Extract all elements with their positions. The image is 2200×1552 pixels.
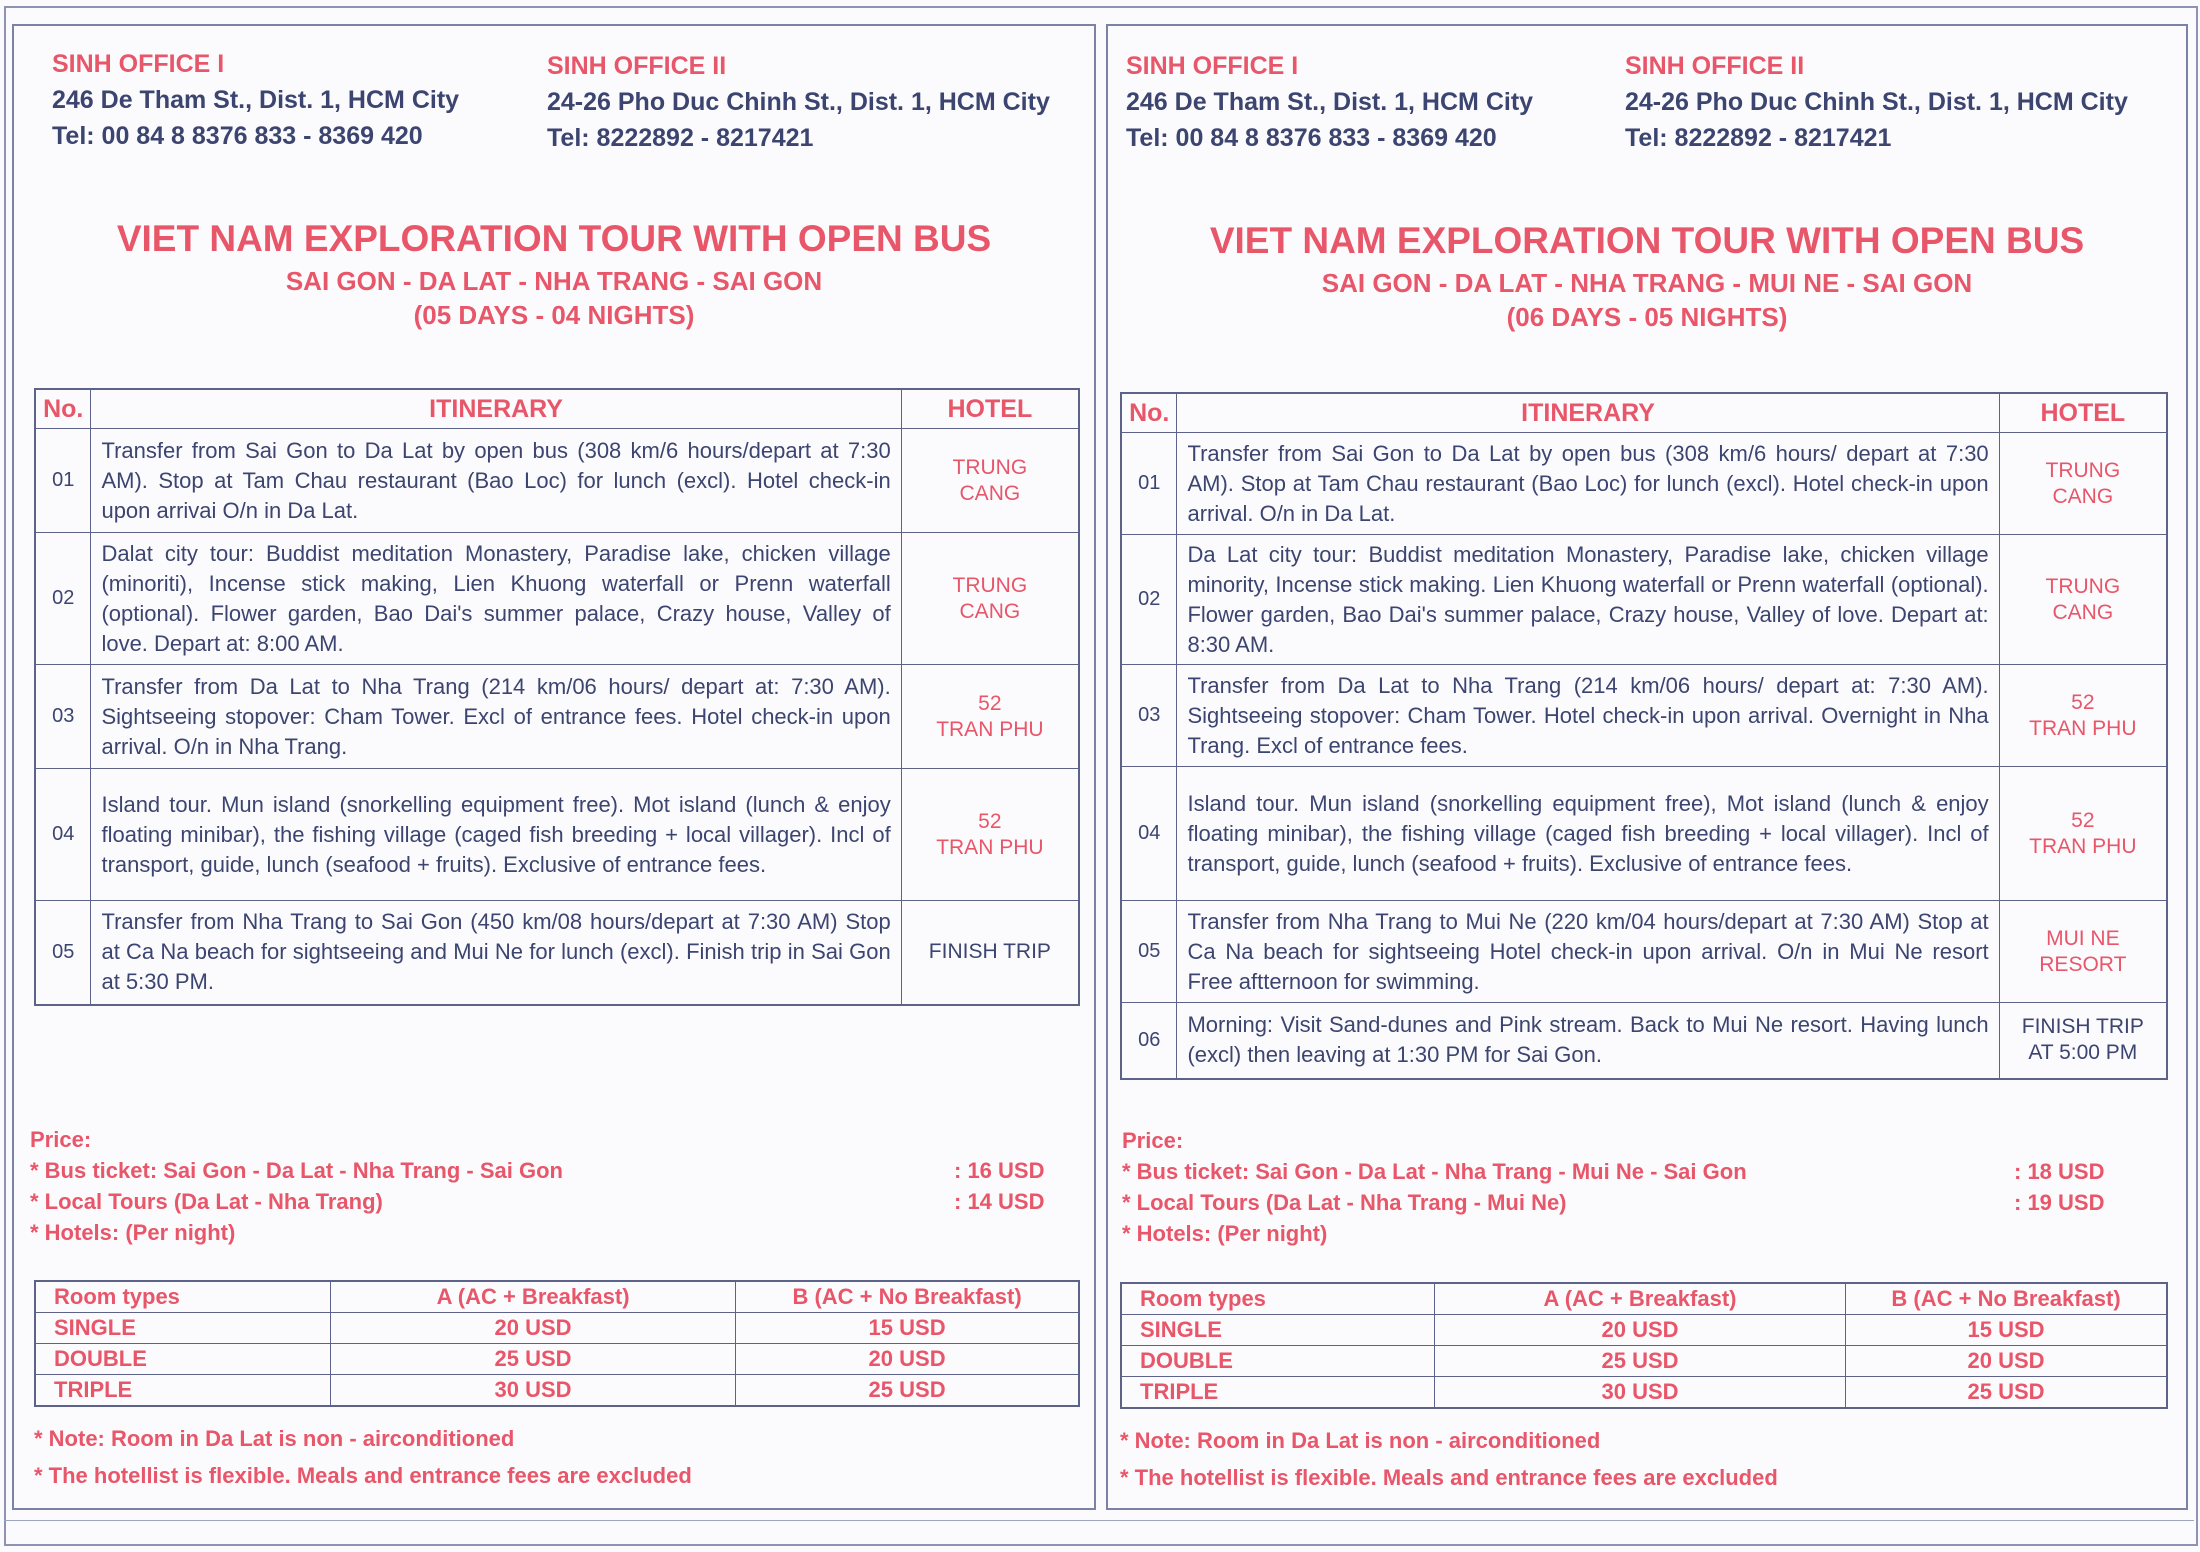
room-type: SINGLE — [1121, 1315, 1434, 1346]
hotel-line-1: TRUNG — [952, 455, 1028, 479]
room-type: TRIPLE — [1121, 1377, 1434, 1409]
price-option-a: 25 USD — [1434, 1346, 1845, 1377]
hotel-line-1: 52 — [2071, 690, 2095, 714]
tour-title-block — [1108, 218, 2186, 334]
day-description: Island tour. Mun island (snorkelling equipment free), Mot island (lunch & enjoy floating minibar), the fishing village (caged fish breeding + local villager). Incl of transport, guide, lunch (seafood + fruits). Exclusive of entrance fees. — [1177, 767, 1999, 901]
local-tours-amount: : 19 USD — [2014, 1190, 2105, 1215]
day-description: Transfer from Da Lat to Nha Trang (214 km/06 hours/ depart at: 7:30 AM). Sightseeing stopover: Cham Tower. Hotel check-in upon arrival. Overnight in Nha Trang. Excl of entrance fees. — [1177, 665, 1999, 767]
hotels-label: * Hotels: (Per night) — [1122, 1221, 1328, 1246]
office-phone: Tel: 8222892 - 8217421 — [1625, 124, 1892, 152]
room-row — [1121, 1377, 2167, 1409]
price-tours-row — [1122, 1187, 2182, 1218]
office-name: SINH OFFICE I — [52, 50, 225, 78]
price-bus-row — [1122, 1156, 2182, 1187]
day-number: 02 — [1121, 535, 1177, 665]
day-number: 03 — [1121, 665, 1177, 767]
day-description: Dalat city tour: Buddist meditation Monastery, Paradise lake, chicken village (minoriti), Incense stick making, Lien Khuong waterfall or Prenn waterfall (optional). Flower garden, Bao Dai's summer palace, Crazy house, Valley of love. Depart at: 8:00 AM. — [91, 533, 901, 665]
tour-duration: (06 DAYS - 05 NIGHTS) — [1506, 302, 1788, 332]
bus-ticket-label: * Bus ticket: Sai Gon - Da Lat - Nha Trang - Sai Gon — [30, 1158, 563, 1183]
day-hotel — [901, 429, 1079, 533]
day-description: Da Lat city tour: Buddist meditation Monastery, Paradise lake, chicken village minority, Incense stick making. Lien Khuong waterfall or Prenn waterfall (optional). Flower garden, Bao Dai's summer palace, Crazy house, Valley of love. Depart at: 8:30 AM. — [1177, 535, 1999, 665]
tour-title: VIET NAM EXPLORATION TOUR WITH OPEN BUS — [1209, 220, 2085, 261]
day-hotel — [1999, 901, 2167, 1003]
hotel-line-2: CANG — [2052, 484, 2114, 508]
hotel-line-1: TRUNG — [2045, 458, 2121, 482]
office-2-block — [1625, 48, 2128, 156]
room-row — [35, 1313, 1079, 1344]
hotel-line-2: TRAN PHU — [2029, 716, 2137, 740]
day-hotel — [1999, 767, 2167, 901]
hotel-line-2: RESORT — [2039, 952, 2127, 976]
brochure-panel-6-days — [1106, 24, 2188, 1510]
office-1-block — [1126, 48, 1533, 156]
hotel-line-1: FINISH TRIP — [2021, 1015, 2144, 1039]
bus-ticket-label: * Bus ticket: Sai Gon - Da Lat - Nha Trang - Mui Ne - Sai Gon — [1122, 1159, 1747, 1184]
day-number: 05 — [1121, 901, 1177, 1003]
bus-ticket-amount: : 16 USD — [954, 1158, 1045, 1183]
itinerary-header-row — [1121, 393, 2167, 433]
day-hotel — [1999, 1003, 2167, 1079]
header-no: No. — [1121, 393, 1177, 433]
office-2-block — [547, 48, 1050, 156]
office-name: SINH OFFICE II — [547, 52, 727, 80]
day-number: 04 — [1121, 767, 1177, 901]
price-option-a: 30 USD — [1434, 1377, 1845, 1409]
price-section — [30, 1124, 1090, 1248]
note-airconditioning: * Note: Room in Da Lat is non - airconditioned — [34, 1426, 515, 1451]
header-no: No. — [35, 389, 91, 429]
note-hotellist: * The hotellist is flexible. Meals and entrance fees are excluded — [34, 1463, 692, 1488]
option-a-header: A (AC + Breakfast) — [330, 1281, 735, 1313]
tour-title-block — [14, 216, 1094, 332]
option-b-header: B (AC + No Breakfast) — [736, 1281, 1079, 1313]
itinerary-row — [35, 901, 1079, 1005]
tour-title: VIET NAM EXPLORATION TOUR WITH OPEN BUS — [116, 218, 992, 259]
price-option-b: 25 USD — [1846, 1377, 2167, 1409]
price-label: Price: — [30, 1127, 92, 1152]
day-hotel — [1999, 535, 2167, 665]
day-hotel — [901, 533, 1079, 665]
price-option-a: 25 USD — [330, 1344, 735, 1375]
hotel-line-1: 52 — [978, 691, 1002, 715]
office-address: 246 De Tham St., Dist. 1, HCM City — [1126, 88, 1534, 116]
day-description: Island tour. Mun island (snorkelling equipment free). Mot island (lunch & enjoy floating minibar), the fishing village (caged fish breeding + local villager). Incl of transport, guide, lunch (seafood + fruits). Exclusive of entrance fees. — [91, 769, 901, 901]
price-bus-row — [30, 1155, 1090, 1186]
price-option-b: 20 USD — [1846, 1346, 2167, 1377]
hotel-line-1: 52 — [978, 809, 1002, 833]
itinerary-header-row — [35, 389, 1079, 429]
hotel-line-2: CANG — [959, 599, 1021, 623]
hotels-label: * Hotels: (Per night) — [30, 1220, 236, 1245]
room-price-table — [1120, 1282, 2168, 1409]
hotel-line-2: TRAN PHU — [936, 835, 1044, 859]
local-tours-label: * Local Tours (Da Lat - Nha Trang) — [30, 1189, 383, 1214]
brochure-panel-5-days — [12, 24, 1096, 1510]
room-type-header: Room types — [35, 1281, 330, 1313]
itinerary-row — [1121, 767, 2167, 901]
local-tours-label: * Local Tours (Da Lat - Nha Trang - Mui Ne) — [1122, 1190, 1567, 1215]
office-name: SINH OFFICE I — [1126, 52, 1299, 80]
bus-ticket-amount: : 18 USD — [2014, 1159, 2105, 1184]
header-itinerary: ITINERARY — [1177, 393, 1999, 433]
day-description: Transfer from Da Lat to Nha Trang (214 km/06 hours/ depart at: 7:30 AM). Sightseeing stopover: Cham Tower. Excl of entrance fees. Hotel check-in upon arrival. O/n in Nha Trang. — [91, 665, 901, 769]
day-number: 01 — [1121, 433, 1177, 535]
day-number: 01 — [35, 429, 91, 533]
header-hotel: HOTEL — [1999, 393, 2167, 433]
room-price-table — [34, 1280, 1080, 1407]
itinerary-row — [35, 665, 1079, 769]
room-row — [35, 1344, 1079, 1375]
hotel-line-1: TRUNG — [2045, 574, 2121, 598]
price-option-b: 25 USD — [736, 1375, 1079, 1407]
office-phone: Tel: 00 84 8 8376 833 - 8369 420 — [1126, 124, 1497, 152]
price-section — [1122, 1125, 2182, 1249]
room-header-row — [35, 1281, 1079, 1313]
day-number: 04 — [35, 769, 91, 901]
hotel-line-1: MUI NE — [2046, 926, 2120, 950]
office-address: 246 De Tham St., Dist. 1, HCM City — [52, 86, 460, 114]
note-airconditioning: * Note: Room in Da Lat is non - airconditioned — [1120, 1428, 1601, 1453]
tour-duration: (05 DAYS - 04 NIGHTS) — [413, 300, 695, 330]
day-description: Transfer from Sai Gon to Da Lat by open bus (308 km/6 hours/depart at 7:30 AM). Stop at Tam Chau restaurant (Bao Loc) for lunch (excl). Hotel check-in upon arrivai O/n in Da Lat. — [91, 429, 901, 533]
itinerary-row — [35, 533, 1079, 665]
itinerary-row — [35, 429, 1079, 533]
room-type-header: Room types — [1121, 1283, 1434, 1315]
hotel-line-1: TRUNG — [952, 573, 1028, 597]
hotel-line-2: CANG — [959, 481, 1021, 505]
price-option-b: 15 USD — [1846, 1315, 2167, 1346]
hotel-line-2: AT 5:00 PM — [2028, 1041, 2138, 1065]
day-hotel — [901, 769, 1079, 901]
hotel-line-2: TRAN PHU — [2029, 834, 2137, 858]
itinerary-row — [1121, 901, 2167, 1003]
hotel-line-2: TRAN PHU — [936, 717, 1044, 741]
day-description: Transfer from Nha Trang to Mui Ne (220 km/04 hours/depart at 7:30 AM) Stop at Ca Na beach for sightseeing Hotel check-in upon arrival. O/n in Mui Ne resort Free aftternoon for swimming. — [1177, 901, 1999, 1003]
day-hotel — [901, 901, 1079, 1005]
itinerary-row — [1121, 1003, 2167, 1079]
itinerary-table — [34, 388, 1080, 1006]
tour-route: SAI GON - DA LAT - NHA TRANG - MUI NE - SAI GON — [1321, 268, 1973, 298]
hotel-line-1: FINISH TRIP — [928, 940, 1051, 964]
office-name: SINH OFFICE II — [1625, 52, 1805, 80]
day-description: Transfer from Sai Gon to Da Lat by open bus (308 km/6 hours/ depart at 7:30 AM). Stop at Tam Chau restaurant (Bao Loc) for lunch (excl). Hotel check-in upon arrival. O/n in Da Lat. — [1177, 433, 1999, 535]
hotel-line-1: 52 — [2071, 808, 2095, 832]
itinerary-row — [1121, 665, 2167, 767]
itinerary-row — [35, 769, 1079, 901]
day-number: 05 — [35, 901, 91, 1005]
day-description: Transfer from Nha Trang to Sai Gon (450 km/08 hours/depart at 7:30 AM) Stop at Ca Na beach for sightseeing and Mui Ne for lunch (excl). Finish trip in Sai Gon at 5:30 PM. — [91, 901, 901, 1005]
day-number: 02 — [35, 533, 91, 665]
itinerary-row — [1121, 433, 2167, 535]
header-itinerary: ITINERARY — [91, 389, 901, 429]
day-hotel — [1999, 665, 2167, 767]
page-frame-bottom-rule — [4, 1520, 2194, 1521]
day-number: 06 — [1121, 1003, 1177, 1079]
option-b-header: B (AC + No Breakfast) — [1846, 1283, 2167, 1315]
day-hotel — [1999, 433, 2167, 535]
office-address: 24-26 Pho Duc Chinh St., Dist. 1, HCM City — [1625, 88, 2128, 116]
room-type: DOUBLE — [1121, 1346, 1434, 1377]
hotel-line-2: CANG — [2052, 600, 2114, 624]
itinerary-table — [1120, 392, 2168, 1080]
price-option-b: 20 USD — [736, 1344, 1079, 1375]
price-tours-row — [30, 1186, 1090, 1217]
price-option-a: 30 USD — [330, 1375, 735, 1407]
price-option-a: 20 USD — [330, 1313, 735, 1344]
price-option-b: 15 USD — [736, 1313, 1079, 1344]
room-type: SINGLE — [35, 1313, 330, 1344]
price-label: Price: — [1122, 1128, 1184, 1153]
tour-route: SAI GON - DA LAT - NHA TRANG - SAI GON — [285, 266, 823, 296]
room-row — [1121, 1346, 2167, 1377]
room-row — [1121, 1315, 2167, 1346]
office-address: 24-26 Pho Duc Chinh St., Dist. 1, HCM City — [547, 88, 1050, 116]
room-header-row — [1121, 1283, 2167, 1315]
price-option-a: 20 USD — [1434, 1315, 1845, 1346]
note-hotellist: * The hotellist is flexible. Meals and entrance fees are excluded — [1120, 1465, 1778, 1490]
local-tours-amount: : 14 USD — [954, 1189, 1045, 1214]
day-description: Morning: Visit Sand-dunes and Pink stream. Back to Mui Ne resort. Having lunch (excl) then leaving at 1:30 PM for Sai Gon. — [1177, 1003, 1999, 1079]
office-phone: Tel: 00 84 8 8376 833 - 8369 420 — [52, 122, 423, 150]
office-1-block — [52, 46, 459, 154]
itinerary-row — [1121, 535, 2167, 665]
header-hotel: HOTEL — [901, 389, 1079, 429]
room-type: TRIPLE — [35, 1375, 330, 1407]
room-row — [35, 1375, 1079, 1407]
option-a-header: A (AC + Breakfast) — [1434, 1283, 1845, 1315]
office-phone: Tel: 8222892 - 8217421 — [547, 124, 814, 152]
day-hotel — [901, 665, 1079, 769]
room-type: DOUBLE — [35, 1344, 330, 1375]
day-number: 03 — [35, 665, 91, 769]
